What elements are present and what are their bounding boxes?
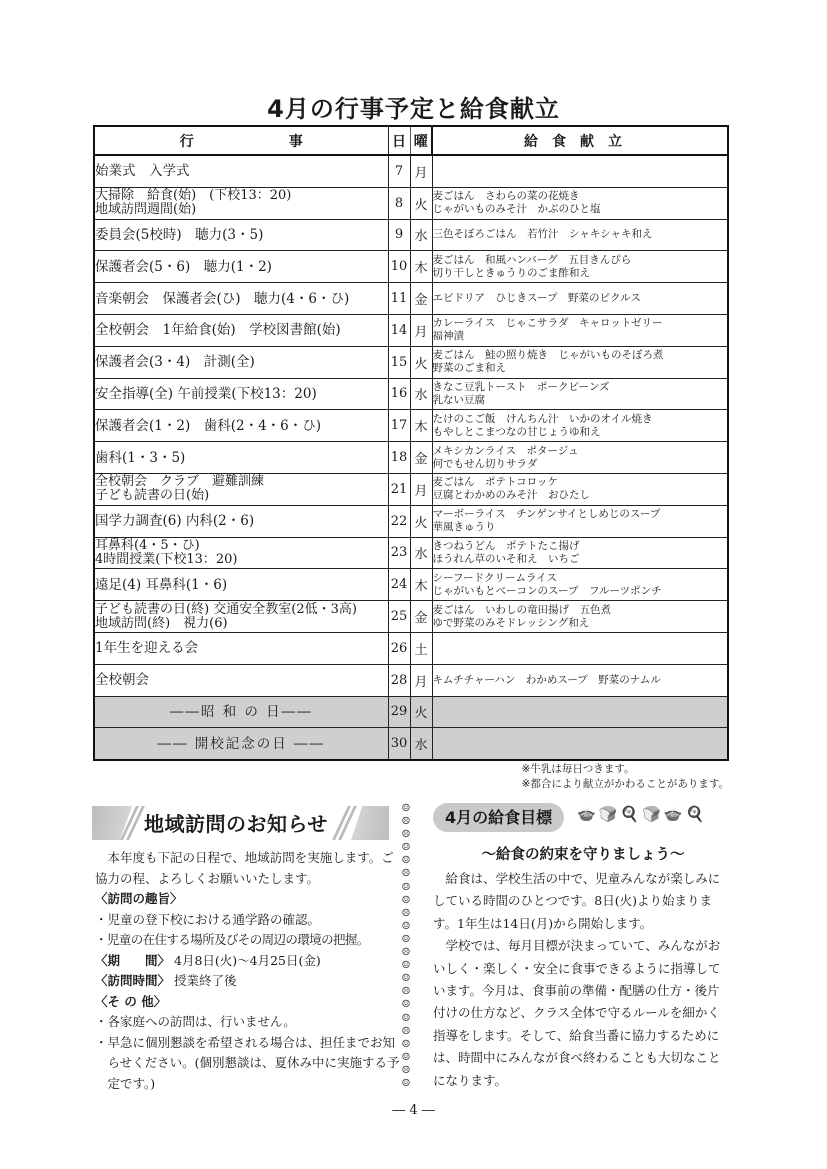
event-line: 国学力調査(6) 内科(2・6): [95, 513, 255, 530]
smile-face-icon: ☺: [401, 855, 411, 867]
frown-face-icon: ☹: [401, 947, 411, 959]
event-cell: [94, 473, 388, 505]
day-cell: 30: [388, 728, 410, 760]
table-row: [94, 155, 728, 187]
event-line: 保護者会(5・6) 聴力(1・2): [95, 258, 272, 275]
menu-line: じゃがいもとベーコンのスープ フルーツポンチ: [432, 584, 662, 597]
bowl-icon: 🍲: [577, 805, 599, 823]
time-label: 〈訪問時間〉: [95, 973, 171, 988]
lunch-section: [433, 868, 731, 1092]
day-cell: 7: [388, 155, 410, 187]
table-row: [94, 346, 728, 378]
food-icons: [577, 805, 707, 823]
day-cell: 10: [388, 251, 410, 283]
menu-cell: [432, 664, 728, 696]
menu-cell: [432, 251, 728, 283]
menu-line: キムチチャーハン わかめスープ 野菜のナムル: [432, 673, 661, 686]
weekday-cell: 水: [410, 378, 432, 410]
event-cell: [94, 219, 388, 251]
menu-line: メキシカンライス ポタージュ: [432, 444, 579, 457]
lunch-subtitle: ～給食の約束を守りましょう～: [481, 847, 685, 863]
table-row: [94, 569, 728, 601]
lunch-goal-label: 4月の給食目標: [433, 803, 564, 832]
event-line: 1年生を迎える会: [95, 640, 199, 657]
event-cell: [94, 283, 388, 315]
table-row: [94, 283, 728, 315]
menu-cell: [432, 601, 728, 633]
event-line: 保護者会(1・2) 歯科(2・4・6・ひ): [95, 417, 322, 434]
other-label: 〈そ の 他〉: [95, 993, 167, 1009]
banner-shade-left: [92, 806, 132, 840]
menu-line: きつねうどん ポテトたこ揚げ: [432, 539, 580, 552]
table-header-row: [94, 126, 728, 155]
event-line: 保護者会(3・4) 計測(全): [95, 354, 255, 371]
table-row: [94, 314, 728, 346]
table-row: [94, 505, 728, 537]
event-cell: [94, 378, 388, 410]
time-line: [95, 971, 400, 992]
bread-icon: 🍞: [598, 805, 621, 823]
frown-face-icon: ☹: [401, 1064, 411, 1076]
event-line: 遠足(4) 耳鼻科(1・6): [95, 576, 228, 593]
page-number: ― 4 ―: [392, 1103, 435, 1118]
day-cell: 22: [388, 505, 410, 537]
smile-face-icon: ☺: [401, 1038, 411, 1050]
event-line: 全校朝会: [95, 672, 149, 689]
smile-face-icon: ☺: [401, 894, 411, 906]
table-row: [94, 632, 728, 664]
menu-line: 華風きゅうり: [432, 521, 496, 534]
day-cell: 17: [388, 410, 410, 442]
day-cell: 18: [388, 442, 410, 474]
weekday-cell: 月: [410, 664, 432, 696]
bread-icon: 🍞: [642, 805, 664, 823]
table-row: [94, 187, 728, 219]
visit-section: [95, 848, 400, 1094]
table-row: [94, 473, 728, 505]
menu-cell: [432, 442, 728, 474]
day-cell: 28: [388, 664, 410, 696]
visit-intro: 本年度も下記の日程で、地域訪問を実施します。ご協力の程、よろしくお願いいたします。: [95, 850, 394, 886]
event-cell: [94, 601, 388, 633]
menu-cell: [432, 569, 728, 601]
day-cell: 25: [388, 601, 410, 633]
day-cell: 29: [388, 696, 410, 728]
menu-line: たけのこご飯 けんちん汁 いかのオイル焼き: [432, 412, 653, 425]
menu-line: ほうれん草のいそ和え いちご: [432, 552, 580, 565]
weekday-cell: 水: [410, 728, 432, 760]
event-cell: [94, 346, 388, 378]
weekday-cell: 月: [410, 314, 432, 346]
lunch-paragraph: 学校では、毎月目標が決まっていて、みんながおいしく・楽しく・安全に食事できるように指導しています。今月は、食事前の準備・配膳の仕方・後片付けの仕方など、クラス全体で守るルールを細かく指導をします。そして、給食当番に協力するためには、時間中にみんなが食べ終わることも大切なことになります。: [433, 938, 721, 1088]
period-label: 〈期 間〉: [95, 952, 171, 968]
page-title: 4月の行事予定と給食献立: [267, 95, 560, 123]
smile-face-icon: ☺: [401, 1012, 411, 1024]
day-cell: 14: [388, 314, 410, 346]
menu-line: 麦ごはん いわしの竜田揚げ 五色煮: [432, 603, 611, 616]
day-cell: 8: [388, 187, 410, 219]
menu-cell: [432, 696, 728, 728]
day-cell: 23: [388, 537, 410, 569]
event-cell: [94, 728, 388, 760]
header-day: 日: [388, 126, 410, 155]
weekday-cell: 土: [410, 632, 432, 664]
event-cell: [94, 632, 388, 664]
menu-line: じゃがいものみそ汁 かぶのひと塩: [432, 203, 601, 216]
table-row: [94, 728, 728, 760]
smile-face-icon: ☺: [401, 920, 411, 932]
menu-cell: [432, 187, 728, 219]
header-event-a: 行: [179, 133, 194, 150]
purpose-label: 〈訪問の趣旨〉: [95, 891, 183, 906]
menu-cell: [432, 410, 728, 442]
smile-face-icon: ☺: [401, 1077, 411, 1089]
event-cell: [94, 155, 388, 187]
event-line: 子ども読書の日(終) 交通安全教室(2低・3高): [95, 601, 357, 617]
banner-shade-right: [351, 806, 389, 840]
event-line: ――昭 和 の 日――: [169, 703, 313, 720]
visit-heading-banner: [92, 802, 389, 842]
note-menu-change: ※都合により献立がかわることがあります。: [521, 778, 729, 790]
table-row: [94, 219, 728, 251]
egg-icon: 🍳: [685, 805, 708, 823]
visit-heading: 地域訪問のお知らせ: [144, 812, 328, 836]
table-row: [94, 601, 728, 633]
event-line: 全校朝会 1年給食(始) 学校図書館(始): [95, 322, 341, 339]
weekday-cell: 月: [410, 473, 432, 505]
table-notes: [522, 762, 729, 792]
event-line: 委員会(5校時) 聴力(3・5): [95, 226, 264, 243]
frown-face-icon: ☹: [401, 986, 411, 998]
weekday-cell: 金: [410, 283, 432, 315]
day-cell: 21: [388, 473, 410, 505]
other-item: ・各家庭への訪問は、行いません。: [95, 1014, 296, 1029]
smile-face-icon: ☺: [401, 842, 411, 854]
frown-face-icon: ☹: [401, 829, 411, 841]
day-cell: 16: [388, 378, 410, 410]
menu-line: 切り干しときゅうりのごま酢和え: [432, 266, 590, 279]
frown-face-icon: ☹: [401, 868, 411, 880]
smile-face-icon: ☺: [401, 999, 411, 1011]
event-cell: [94, 505, 388, 537]
event-line: 地域訪問(終) 視力(6): [95, 615, 228, 631]
table-row: [94, 537, 728, 569]
event-cell: [94, 537, 388, 569]
weekday-cell: 火: [410, 696, 432, 728]
table-row: [94, 664, 728, 696]
smile-face-icon: ☺: [401, 933, 411, 945]
event-cell: [94, 187, 388, 219]
frown-face-icon: ☹: [401, 1025, 411, 1037]
event-line: 始業式 入学式: [95, 163, 190, 180]
menu-line: カレーライス じゃこサラダ キャロットゼリー: [432, 317, 663, 330]
menu-line: シーフードクリームライス: [432, 571, 558, 584]
smile-face-icon: ☺: [401, 973, 411, 985]
event-cell: [94, 251, 388, 283]
table-row: [94, 696, 728, 728]
note-milk: ※牛乳は毎日つきます。: [521, 763, 635, 775]
table-row: [94, 251, 728, 283]
menu-line: 麦ごはん ポテトコロッケ: [432, 476, 558, 489]
menu-cell: [432, 728, 728, 760]
weekday-cell: 金: [410, 601, 432, 633]
table-row: [94, 442, 728, 474]
weekday-cell: 月: [410, 155, 432, 187]
table-row: [94, 378, 728, 410]
event-line: 地域訪問週間(始): [95, 202, 197, 218]
event-line: 全校朝会 クラブ 避難訓練: [95, 474, 265, 490]
weekday-cell: 金: [410, 442, 432, 474]
event-line: 子ども読書の日(始): [95, 488, 210, 504]
menu-line: もやしとこまつなの甘じょうゆ和え: [432, 425, 601, 438]
event-line: 4時間授業(下校13：20): [95, 551, 238, 567]
event-line: 大掃除 給食(始) (下校13：20): [95, 188, 292, 204]
menu-cell: [432, 473, 728, 505]
weekday-cell: 火: [410, 187, 432, 219]
menu-line: 豆腐とわかめのみそ汁 おひたし: [432, 489, 590, 502]
smile-face-icon: ☺: [401, 960, 411, 972]
schedule-table: [93, 125, 729, 761]
day-cell: 15: [388, 346, 410, 378]
event-cell: [94, 569, 388, 601]
event-line: 耳鼻科(4・5・ひ): [95, 537, 200, 553]
menu-line: 三色そぼろごはん 若竹汁 シャキシャキ和え: [432, 228, 653, 241]
weekday-cell: 木: [410, 251, 432, 283]
header-weekday: 曜: [410, 126, 432, 155]
frown-face-icon: ☹: [401, 907, 411, 919]
smile-face-icon: ☺: [401, 803, 411, 814]
event-cell: [94, 410, 388, 442]
menu-line: ゆで野菜のみそドレッシング和え: [432, 616, 590, 629]
weekday-cell: 水: [410, 219, 432, 251]
menu-line: 麦ごはん 鮭の照り焼き じゃがいものそぼろ煮: [432, 349, 664, 362]
menu-line: 福神漬: [432, 330, 464, 343]
menu-cell: [432, 219, 728, 251]
header-menu: 給食献立: [432, 126, 728, 155]
menu-line: 乳ない豆腐: [432, 393, 485, 406]
menu-cell: [432, 378, 728, 410]
event-line: 安全指導(全) 午前授業(下校13：20): [95, 385, 317, 402]
weekday-cell: 火: [410, 346, 432, 378]
menu-cell: [432, 314, 728, 346]
menu-line: 野菜のごま和え: [432, 362, 506, 375]
period-line: [95, 951, 400, 972]
event-cell: [94, 696, 388, 728]
menu-cell: [432, 155, 728, 187]
header-event: [94, 126, 388, 155]
other-item: ・早急に個別懇談を希望される場合は、担任までお知らせください。(個別懇談は、夏休み中に実施する予定です。): [95, 1034, 400, 1091]
menu-cell: [432, 346, 728, 378]
menu-cell: [432, 632, 728, 664]
menu-line: 麦ごはん 和風ハンバーグ 五目きんぴら: [432, 253, 632, 266]
menu-line: きなこ豆乳トースト ポークビーンズ: [432, 380, 610, 393]
event-line: 歯科(1・3・5): [95, 449, 186, 466]
lunch-paragraph: 給食は、学校生活の中で、児童みんなが楽しみにしている時間のひとつです。8日(火)より始まります。1年生は14日(月)から開始します。: [433, 871, 721, 931]
day-cell: 26: [388, 632, 410, 664]
weekday-cell: 木: [410, 410, 432, 442]
day-cell: 9: [388, 219, 410, 251]
egg-icon: 🍳: [620, 805, 643, 823]
menu-line: 麦ごはん さわらの菜の花焼き: [432, 190, 580, 203]
day-cell: 24: [388, 569, 410, 601]
event-cell: [94, 442, 388, 474]
frown-face-icon: ☹: [401, 816, 411, 828]
event-cell: [94, 664, 388, 696]
schedule-body: [94, 155, 728, 760]
smiley-divider: [400, 802, 412, 1090]
menu-line: マーボーライス チンゲンサイとしめじのスープ: [432, 508, 661, 521]
menu-cell: [432, 537, 728, 569]
header-event-b: 事: [288, 133, 303, 150]
bowl-icon: 🍲: [663, 805, 686, 823]
weekday-cell: 木: [410, 569, 432, 601]
purpose-item: ・児童の在住する場所及びその周辺の環境の把握。: [95, 932, 369, 947]
table-row: [94, 410, 728, 442]
day-cell: 11: [388, 283, 410, 315]
weekday-cell: 水: [410, 537, 432, 569]
purpose-item: ・児童の登下校における通学路の確認。: [95, 911, 321, 927]
event-line: 音楽朝会 保護者会(ひ) 聴力(4・6・ひ): [95, 290, 350, 307]
smile-face-icon: ☺: [401, 1051, 411, 1063]
menu-line: 何でもせん切りサラダ: [432, 457, 538, 470]
weekday-cell: 火: [410, 505, 432, 537]
period-value: 4月8日(火)～4月25日(金): [170, 952, 321, 968]
menu-line: エビドリア ひじきスープ 野菜のピクルス: [432, 292, 641, 305]
menu-cell: [432, 283, 728, 315]
menu-cell: [432, 505, 728, 537]
event-cell: [94, 314, 388, 346]
time-value: 授業終了後: [170, 973, 237, 988]
smile-face-icon: ☺: [401, 881, 411, 893]
event-line: ―― 開校記念の日 ――: [157, 735, 326, 752]
